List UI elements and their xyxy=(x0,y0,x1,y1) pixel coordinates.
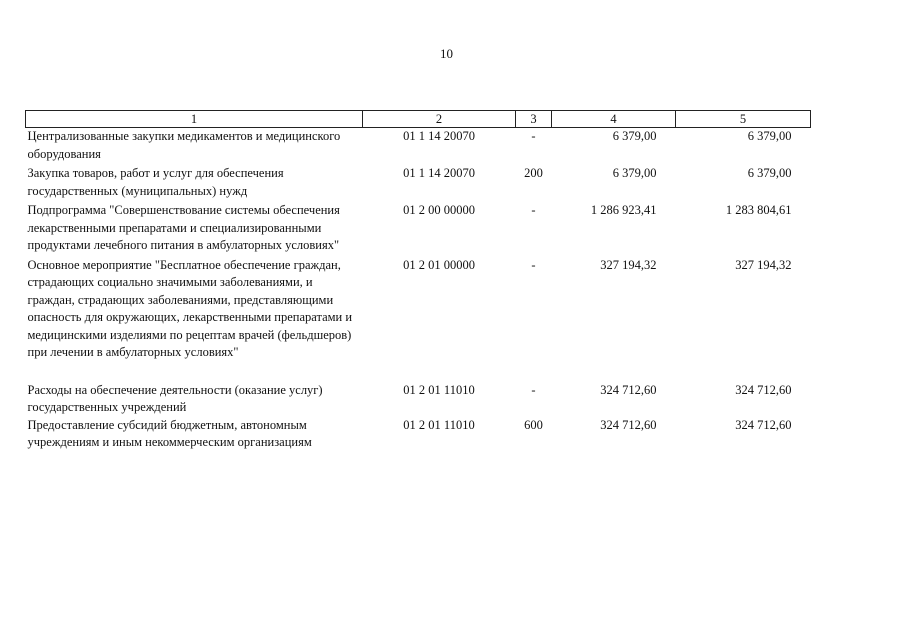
table-row xyxy=(26,128,811,164)
row-code: 01 2 01 11010 xyxy=(403,382,475,397)
row-type: 600 xyxy=(524,417,543,432)
page-number: 10 xyxy=(440,46,453,61)
column-header-1: 1 xyxy=(26,111,363,128)
table-row xyxy=(26,200,811,255)
row-name: Расходы на обеспечение деятельности (оказание услуг) государственных учреждений xyxy=(27,382,323,414)
row-type: - xyxy=(531,382,536,397)
table-header-row xyxy=(26,111,811,128)
row-value-1: 6 379,00 xyxy=(612,129,657,143)
row-code: 01 2 01 11010 xyxy=(403,417,475,432)
row-name: Централизованные закупки медикаментов и медицинского оборудования xyxy=(27,129,341,161)
row-value-2: 1 283 804,61 xyxy=(725,203,792,217)
column-header-2: 2 xyxy=(363,111,516,128)
table-row xyxy=(26,417,811,452)
row-name: Подпрограмма "Совершенствование системы обеспечения лекарственными препаратами и специализированными продуктами лечебного питания в амбулаторных условиях" xyxy=(27,203,340,252)
row-code: 01 1 14 20070 xyxy=(403,166,475,180)
row-type: - xyxy=(531,257,536,272)
row-code: 01 1 14 20070 xyxy=(403,129,475,143)
column-header-3: 3 xyxy=(516,111,552,128)
row-value-2: 6 379,00 xyxy=(747,129,792,143)
row-value-2: 327 194,32 xyxy=(735,257,792,272)
row-value-2: 6 379,00 xyxy=(747,166,792,180)
row-value-1: 327 194,32 xyxy=(600,257,657,272)
row-type: 200 xyxy=(524,166,543,180)
row-name: Предоставление субсидий бюджетным, автономным учреждениям и иным некоммерческим организациям xyxy=(27,417,312,449)
row-value-1: 324 712,60 xyxy=(600,417,657,432)
row-name: Основное мероприятие "Бесплатное обеспечение граждан, страдающих социально значимыми заболеваниями, и граждан, страдающих заболеваниями, представляющими опасность для окружающих, лекарственными препаратами и медицинскими изделиями по рецептам врачей (фельдшеров) при лечении в амбулаторных условиях" xyxy=(27,257,353,359)
row-type: - xyxy=(531,203,536,217)
row-value-1: 324 712,60 xyxy=(600,382,657,397)
row-type: - xyxy=(531,129,536,143)
column-header-4: 4 xyxy=(552,111,676,128)
row-name: Закупка товаров, работ и услуг для обеспечения государственных (муниципальных) нужд xyxy=(27,166,284,198)
row-value-2: 324 712,60 xyxy=(735,417,792,432)
column-header-5: 5 xyxy=(676,111,811,128)
budget-table xyxy=(25,110,811,452)
table-row xyxy=(26,382,811,417)
table-row xyxy=(26,163,811,200)
table-row xyxy=(26,255,811,382)
row-value-1: 6 379,00 xyxy=(612,166,657,180)
row-value-2: 324 712,60 xyxy=(735,382,792,397)
row-code: 01 2 01 00000 xyxy=(403,257,475,272)
row-value-1: 1 286 923,41 xyxy=(590,203,657,217)
row-code: 01 2 00 00000 xyxy=(403,203,475,217)
